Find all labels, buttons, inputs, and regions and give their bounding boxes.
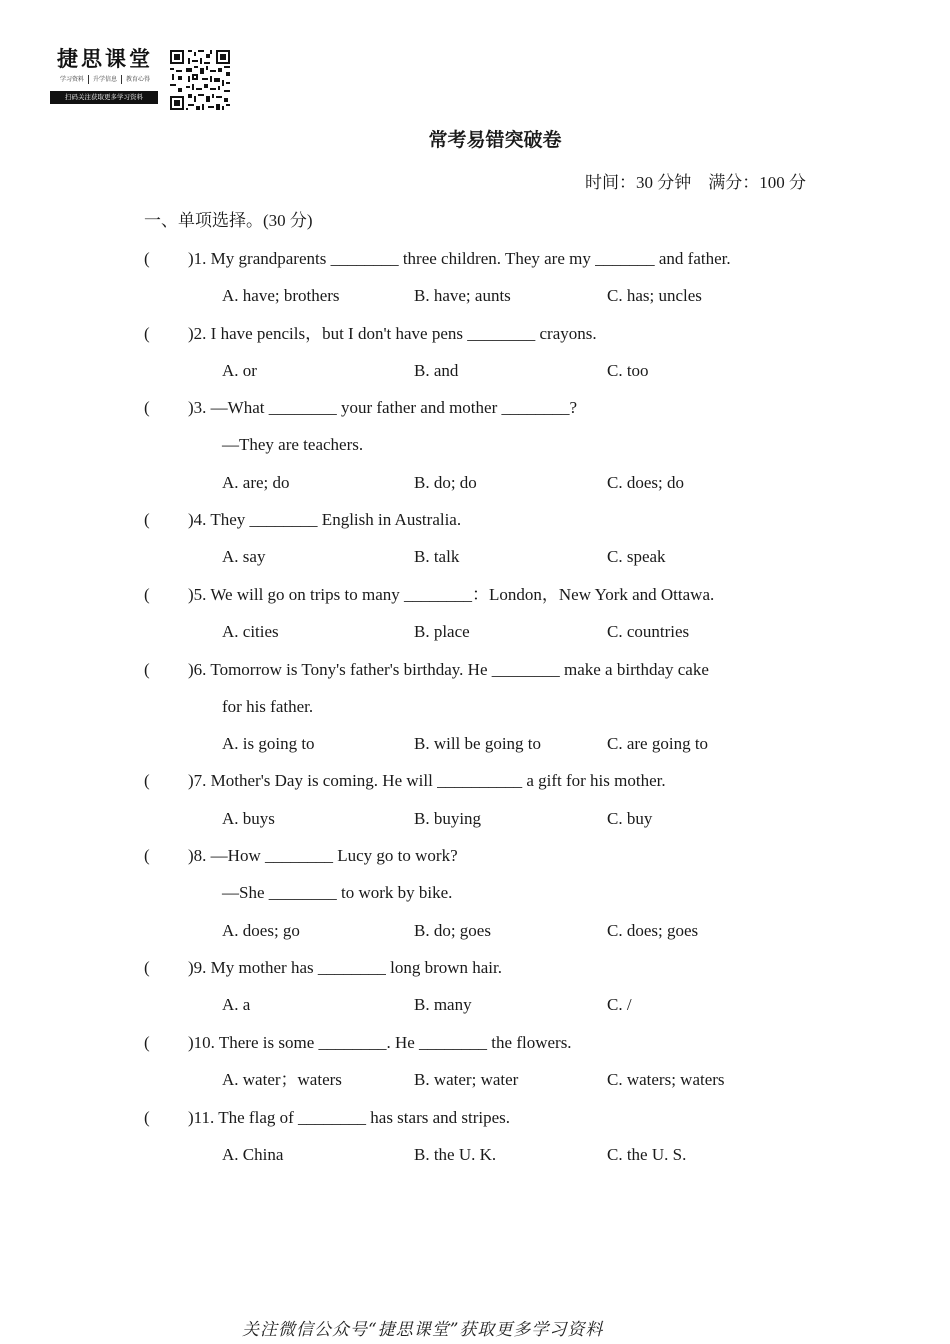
option-c: C. countries — [607, 622, 690, 641]
question-number: 1 — [193, 249, 203, 268]
question-1: ( )1. My grandparents ________ three children. They are my _______ and father. — [144, 249, 731, 268]
question-number: 9 — [193, 958, 203, 977]
question-stem: Tomorrow is Tony's father's birthday. He ________ make a birthday cake — [210, 660, 709, 679]
option-a: A. a — [222, 995, 251, 1014]
option-b: B. have; aunts — [414, 286, 511, 305]
question-4: ( )4. They ________ English in Australia. — [144, 510, 462, 529]
question-3: ( )3. —What ________ your father and mother ________? — [144, 398, 578, 417]
logo-tags — [50, 75, 160, 85]
logo-bar: 扫码关注获取更多学习资料 — [50, 91, 158, 104]
question-stem: My grandparents ________ three children. They are my _______ and father. — [210, 249, 731, 268]
option-b: B. buying — [414, 809, 482, 828]
brand-logo — [50, 46, 160, 104]
question-stem: —How ________ Lucy go to work? — [210, 846, 458, 865]
question-7: ( )7. Mother's Day is coming. He will __________ a gift for his mother. — [144, 771, 666, 790]
option-c: C. / — [607, 995, 632, 1014]
option-a: A. have; brothers — [222, 286, 340, 305]
logo-title: 捷思课堂 — [57, 46, 153, 71]
option-c: C. too — [607, 361, 649, 380]
question-stem: The flag of ________ has stars and stripes. — [218, 1108, 511, 1127]
question-number: 3 — [193, 398, 203, 417]
question-number: 8 — [193, 846, 203, 865]
option-c: C. are going to — [607, 734, 709, 753]
question-number: 4 — [193, 510, 203, 529]
option-b: B. do; do — [414, 473, 477, 492]
time-score-info: 时间：30 分钟 满分：100 分 — [585, 173, 806, 192]
option-a: A. say — [222, 547, 266, 566]
question-6: ( )6. Tomorrow is Tony's father's birthday. He ________ make a birthday cake — [144, 660, 709, 679]
page-title: 常考易错突破卷 — [428, 129, 562, 151]
logo-tag: 教育心得 — [126, 76, 151, 83]
question-stem: —What ________ your father and mother ________? — [210, 398, 578, 417]
option-b: B. the U. K. — [414, 1145, 497, 1164]
option-c: C. buy — [607, 809, 653, 828]
question-stem: We will go on trips to many ________：London，New York and Ottawa. — [210, 585, 715, 604]
option-c: C. the U. S. — [607, 1145, 687, 1164]
qr-code-icon — [168, 48, 232, 112]
question-number: 10 — [193, 1033, 211, 1052]
option-b: B. talk — [414, 547, 460, 566]
question-stem: There is some ________. He ________ the flowers. — [218, 1033, 572, 1052]
question-9: ( )9. My mother has ________ long brown hair. — [144, 958, 503, 977]
logo-tag: 学习资料 — [59, 76, 84, 83]
option-a: A. are; do — [222, 473, 290, 492]
option-b: B. will be going to — [414, 734, 542, 753]
question-10: ( )10. There is some ________. He ________ the flowers. — [144, 1033, 572, 1052]
logo-tag: 升学信息 — [92, 76, 117, 83]
option-a: A. China — [222, 1145, 284, 1164]
option-c: C. waters; waters — [607, 1070, 725, 1089]
question-subline: —She ________ to work by bike. — [222, 883, 453, 902]
option-b: B. and — [414, 361, 459, 380]
option-a: A. water；waters — [222, 1070, 342, 1089]
option-a: A. buys — [222, 809, 275, 828]
question-2: ( )2. I have pencils，but I don't have pens ________ crayons. — [144, 324, 597, 343]
question-8: ( )8. —How ________ Lucy go to work? — [144, 846, 458, 865]
question-stem: My mother has ________ long brown hair. — [210, 958, 503, 977]
question-number: 5 — [193, 585, 203, 604]
section-heading: 一、单项选择。(30 分) — [144, 211, 313, 230]
option-a: A. cities — [222, 622, 279, 641]
option-c: C. speak — [607, 547, 666, 566]
question-stem: They ________ English in Australia. — [210, 510, 462, 529]
option-a: A. or — [222, 361, 257, 380]
question-subline: for his father. — [222, 697, 314, 716]
option-c: C. does; do — [607, 473, 684, 492]
question-stem: Mother's Day is coming. He will __________ a gift for his mother. — [210, 771, 666, 790]
question-5: ( )5. We will go on trips to many ________：London，New York and Ottawa. — [144, 585, 715, 604]
question-subline: —They are teachers. — [222, 435, 364, 454]
option-a: A. is going to — [222, 734, 315, 753]
option-b: B. many — [414, 995, 472, 1014]
option-b: B. do; goes — [414, 921, 491, 940]
option-b: B. place — [414, 622, 470, 641]
question-11: ( )11. The flag of ________ has stars and stripes. — [144, 1108, 511, 1127]
option-b: B. water; water — [414, 1070, 519, 1089]
footer-note: 关注微信公众号“捷思课堂”获取更多学习资料 — [242, 1320, 604, 1340]
option-c: C. has; uncles — [607, 286, 702, 305]
question-stem: I have pencils，but I don't have pens ________ crayons. — [210, 324, 597, 343]
question-number: 2 — [193, 324, 203, 343]
question-number: 7 — [193, 771, 203, 790]
option-c: C. does; goes — [607, 921, 699, 940]
question-number: 11 — [193, 1108, 211, 1127]
option-a: A. does; go — [222, 921, 300, 940]
question-number: 6 — [193, 660, 203, 679]
